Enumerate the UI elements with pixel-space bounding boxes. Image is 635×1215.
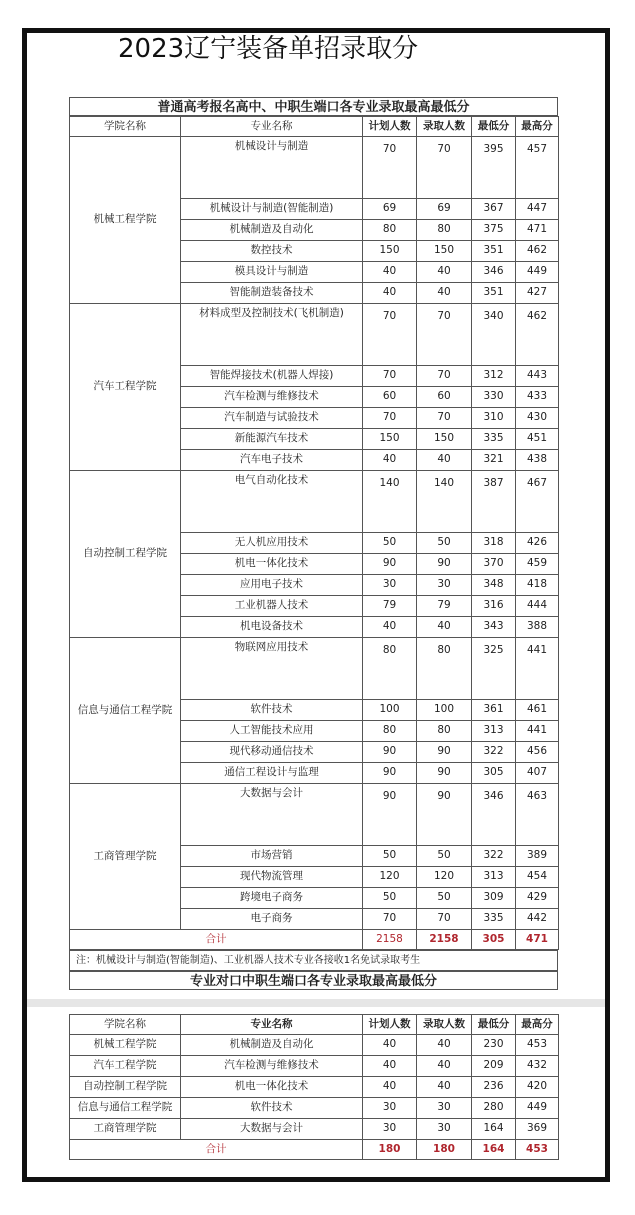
table-row xyxy=(70,1119,559,1140)
min-score: 346 xyxy=(472,262,516,283)
major-name: 跨境电子商务 xyxy=(181,888,363,909)
min-score: 316 xyxy=(472,596,516,617)
major-name: 软件技术 xyxy=(181,700,363,721)
total-plan: 2158 xyxy=(363,930,417,950)
min-score: 164 xyxy=(472,1119,516,1140)
admit-count: 70 xyxy=(417,909,472,930)
plan-count: 70 xyxy=(363,909,417,930)
major-name: 汽车制造与试验技术 xyxy=(181,408,363,429)
plan-count: 30 xyxy=(363,1119,417,1140)
min-score: 346 xyxy=(472,784,516,846)
table-row xyxy=(70,1056,559,1077)
max-score: 454 xyxy=(516,867,559,888)
section2-title: 专业对口中职生端口各专业录取最高最低分 xyxy=(69,971,558,990)
min-score: 313 xyxy=(472,721,516,742)
major-name: 新能源汽车技术 xyxy=(181,429,363,450)
admit-count: 30 xyxy=(417,1119,472,1140)
table-row xyxy=(70,137,559,199)
max-score: 432 xyxy=(516,1056,559,1077)
major-name: 现代物流管理 xyxy=(181,867,363,888)
max-score: 438 xyxy=(516,450,559,471)
major-name: 现代移动通信技术 xyxy=(181,742,363,763)
admit-count: 30 xyxy=(417,575,472,596)
plan-count: 70 xyxy=(363,137,417,199)
plan-count: 90 xyxy=(363,554,417,575)
plan-count: 40 xyxy=(363,1056,417,1077)
max-score: 457 xyxy=(516,137,559,199)
admit-count: 79 xyxy=(417,596,472,617)
plan-count: 80 xyxy=(363,721,417,742)
college-name: 工商管理学院 xyxy=(70,784,181,930)
max-score: 444 xyxy=(516,596,559,617)
admit-count: 40 xyxy=(417,1077,472,1098)
total-admit: 2158 xyxy=(417,930,472,950)
table-row xyxy=(70,304,559,366)
max-score: 427 xyxy=(516,283,559,304)
admit-count: 150 xyxy=(417,241,472,262)
header-cell: 学院名称 xyxy=(70,117,181,137)
admit-count: 80 xyxy=(417,220,472,241)
max-score: 447 xyxy=(516,199,559,220)
min-score: 305 xyxy=(472,763,516,784)
admit-count: 40 xyxy=(417,450,472,471)
college-name: 工商管理学院 xyxy=(70,1119,181,1140)
major-name: 机电设备技术 xyxy=(181,617,363,638)
plan-count: 79 xyxy=(363,596,417,617)
min-score: 395 xyxy=(472,137,516,199)
header-cell: 学院名称 xyxy=(70,1015,181,1035)
max-score: 449 xyxy=(516,1098,559,1119)
major-name: 市场营销 xyxy=(181,846,363,867)
max-score: 430 xyxy=(516,408,559,429)
plan-count: 100 xyxy=(363,700,417,721)
min-score: 313 xyxy=(472,867,516,888)
admit-count: 140 xyxy=(417,471,472,533)
major-name: 汽车检测与维修技术 xyxy=(181,1056,363,1077)
admit-count: 40 xyxy=(417,1035,472,1056)
max-score: 462 xyxy=(516,304,559,366)
section1-note: 注：机械设计与制造(智能制造)、工业机器人技术专业各接收1名免试录取考生 xyxy=(69,950,558,971)
max-score: 420 xyxy=(516,1077,559,1098)
section2-table xyxy=(69,1014,559,1160)
min-score: 322 xyxy=(472,846,516,867)
major-name: 模具设计与制造 xyxy=(181,262,363,283)
admit-count: 50 xyxy=(417,888,472,909)
table-row xyxy=(70,1035,559,1056)
min-score: 351 xyxy=(472,241,516,262)
major-name: 智能制造装备技术 xyxy=(181,283,363,304)
major-name: 人工智能技术应用 xyxy=(181,721,363,742)
min-score: 335 xyxy=(472,909,516,930)
plan-count: 70 xyxy=(363,408,417,429)
table-row xyxy=(70,471,559,533)
max-score: 418 xyxy=(516,575,559,596)
max-score: 453 xyxy=(516,1035,559,1056)
admit-count: 30 xyxy=(417,1098,472,1119)
min-score: 370 xyxy=(472,554,516,575)
admit-count: 70 xyxy=(417,304,472,366)
plan-count: 70 xyxy=(363,304,417,366)
max-score: 463 xyxy=(516,784,559,846)
min-score: 343 xyxy=(472,617,516,638)
total-plan: 180 xyxy=(363,1140,417,1160)
max-score: 449 xyxy=(516,262,559,283)
min-score: 348 xyxy=(472,575,516,596)
min-score: 280 xyxy=(472,1098,516,1119)
admit-count: 90 xyxy=(417,784,472,846)
major-name: 汽车电子技术 xyxy=(181,450,363,471)
table-row xyxy=(70,638,559,700)
admit-count: 40 xyxy=(417,283,472,304)
admit-count: 90 xyxy=(417,742,472,763)
max-score: 369 xyxy=(516,1119,559,1140)
total-min: 164 xyxy=(472,1140,516,1160)
admit-count: 69 xyxy=(417,199,472,220)
header-cell: 专业名称 xyxy=(181,117,363,137)
admit-count: 80 xyxy=(417,638,472,700)
min-score: 310 xyxy=(472,408,516,429)
total-admit: 180 xyxy=(417,1140,472,1160)
major-name: 机械制造及自动化 xyxy=(181,1035,363,1056)
max-score: 459 xyxy=(516,554,559,575)
plan-count: 40 xyxy=(363,283,417,304)
college-name: 信息与通信工程学院 xyxy=(70,638,181,784)
min-score: 340 xyxy=(472,304,516,366)
min-score: 236 xyxy=(472,1077,516,1098)
major-name: 大数据与会计 xyxy=(181,1119,363,1140)
max-score: 471 xyxy=(516,220,559,241)
plan-count: 150 xyxy=(363,429,417,450)
plan-count: 140 xyxy=(363,471,417,533)
min-score: 309 xyxy=(472,888,516,909)
header-cell: 最低分 xyxy=(472,117,516,137)
page-title: 2023辽宁装备单招录取分 xyxy=(118,34,419,64)
admit-count: 70 xyxy=(417,137,472,199)
admit-count: 50 xyxy=(417,533,472,554)
major-name: 材料成型及控制技术(飞机制造) xyxy=(181,304,363,366)
major-name: 机械设计与制造 xyxy=(181,137,363,199)
college-name: 自动控制工程学院 xyxy=(70,471,181,638)
major-name: 机械设计与制造(智能制造) xyxy=(181,199,363,220)
total-label: 合计 xyxy=(70,930,363,950)
admit-count: 70 xyxy=(417,366,472,387)
max-score: 462 xyxy=(516,241,559,262)
plan-count: 120 xyxy=(363,867,417,888)
table-row xyxy=(70,784,559,846)
min-score: 330 xyxy=(472,387,516,408)
plan-count: 80 xyxy=(363,220,417,241)
min-score: 335 xyxy=(472,429,516,450)
admit-count: 100 xyxy=(417,700,472,721)
plan-count: 90 xyxy=(363,742,417,763)
total-max: 471 xyxy=(516,930,559,950)
section1-title: 普通高考报名高中、中职生端口各专业录取最高最低分 xyxy=(69,97,558,116)
admit-count: 40 xyxy=(417,262,472,283)
min-score: 351 xyxy=(472,283,516,304)
min-score: 312 xyxy=(472,366,516,387)
major-name: 机电一体化技术 xyxy=(181,554,363,575)
major-name: 大数据与会计 xyxy=(181,784,363,846)
plan-count: 40 xyxy=(363,1035,417,1056)
min-score: 375 xyxy=(472,220,516,241)
max-score: 443 xyxy=(516,366,559,387)
header-row xyxy=(70,1015,559,1035)
admit-count: 120 xyxy=(417,867,472,888)
table-row xyxy=(70,1077,559,1098)
max-score: 461 xyxy=(516,700,559,721)
plan-count: 40 xyxy=(363,262,417,283)
max-score: 442 xyxy=(516,909,559,930)
max-score: 456 xyxy=(516,742,559,763)
max-score: 433 xyxy=(516,387,559,408)
min-score: 387 xyxy=(472,471,516,533)
college-name: 信息与通信工程学院 xyxy=(70,1098,181,1119)
admit-count: 90 xyxy=(417,554,472,575)
plan-count: 150 xyxy=(363,241,417,262)
major-name: 无人机应用技术 xyxy=(181,533,363,554)
admit-count: 150 xyxy=(417,429,472,450)
plan-count: 90 xyxy=(363,784,417,846)
college-name: 机械工程学院 xyxy=(70,137,181,304)
header-cell: 最低分 xyxy=(472,1015,516,1035)
header-cell: 录取人数 xyxy=(417,117,472,137)
admit-count: 50 xyxy=(417,846,472,867)
plan-count: 40 xyxy=(363,450,417,471)
total-row xyxy=(70,930,559,950)
plan-count: 80 xyxy=(363,638,417,700)
admit-count: 80 xyxy=(417,721,472,742)
admit-count: 90 xyxy=(417,763,472,784)
max-score: 389 xyxy=(516,846,559,867)
min-score: 325 xyxy=(472,638,516,700)
max-score: 451 xyxy=(516,429,559,450)
major-name: 电气自动化技术 xyxy=(181,471,363,533)
college-name: 汽车工程学院 xyxy=(70,304,181,471)
plan-count: 50 xyxy=(363,888,417,909)
max-score: 429 xyxy=(516,888,559,909)
major-name: 应用电子技术 xyxy=(181,575,363,596)
major-name: 软件技术 xyxy=(181,1098,363,1119)
min-score: 209 xyxy=(472,1056,516,1077)
major-name: 通信工程设计与监理 xyxy=(181,763,363,784)
table-row xyxy=(70,1098,559,1119)
max-score: 441 xyxy=(516,721,559,742)
major-name: 电子商务 xyxy=(181,909,363,930)
admit-count: 40 xyxy=(417,617,472,638)
college-name: 汽车工程学院 xyxy=(70,1056,181,1077)
plan-count: 30 xyxy=(363,575,417,596)
max-score: 467 xyxy=(516,471,559,533)
max-score: 441 xyxy=(516,638,559,700)
plan-count: 50 xyxy=(363,533,417,554)
plan-count: 50 xyxy=(363,846,417,867)
plan-count: 70 xyxy=(363,366,417,387)
major-name: 汽车检测与维修技术 xyxy=(181,387,363,408)
min-score: 230 xyxy=(472,1035,516,1056)
min-score: 361 xyxy=(472,700,516,721)
header-cell: 计划人数 xyxy=(363,1015,417,1035)
header-cell: 计划人数 xyxy=(363,117,417,137)
header-cell: 录取人数 xyxy=(417,1015,472,1035)
total-row xyxy=(70,1140,559,1160)
min-score: 322 xyxy=(472,742,516,763)
major-name: 机电一体化技术 xyxy=(181,1077,363,1098)
header-cell: 专业名称 xyxy=(181,1015,363,1035)
admit-count: 70 xyxy=(417,408,472,429)
college-name: 机械工程学院 xyxy=(70,1035,181,1056)
college-name: 自动控制工程学院 xyxy=(70,1077,181,1098)
section-divider xyxy=(27,999,605,1007)
max-score: 426 xyxy=(516,533,559,554)
plan-count: 90 xyxy=(363,763,417,784)
major-name: 智能焊接技术(机器人焊接) xyxy=(181,366,363,387)
header-row xyxy=(70,117,559,137)
major-name: 数控技术 xyxy=(181,241,363,262)
plan-count: 40 xyxy=(363,1077,417,1098)
total-max: 453 xyxy=(516,1140,559,1160)
section1-table xyxy=(69,116,559,950)
plan-count: 69 xyxy=(363,199,417,220)
plan-count: 30 xyxy=(363,1098,417,1119)
total-min: 305 xyxy=(472,930,516,950)
min-score: 367 xyxy=(472,199,516,220)
total-label: 合计 xyxy=(70,1140,363,1160)
major-name: 工业机器人技术 xyxy=(181,596,363,617)
min-score: 318 xyxy=(472,533,516,554)
admit-count: 40 xyxy=(417,1056,472,1077)
plan-count: 40 xyxy=(363,617,417,638)
min-score: 321 xyxy=(472,450,516,471)
max-score: 407 xyxy=(516,763,559,784)
major-name: 物联网应用技术 xyxy=(181,638,363,700)
header-cell: 最高分 xyxy=(516,117,559,137)
major-name: 机械制造及自动化 xyxy=(181,220,363,241)
plan-count: 60 xyxy=(363,387,417,408)
max-score: 388 xyxy=(516,617,559,638)
header-cell: 最高分 xyxy=(516,1015,559,1035)
admit-count: 60 xyxy=(417,387,472,408)
